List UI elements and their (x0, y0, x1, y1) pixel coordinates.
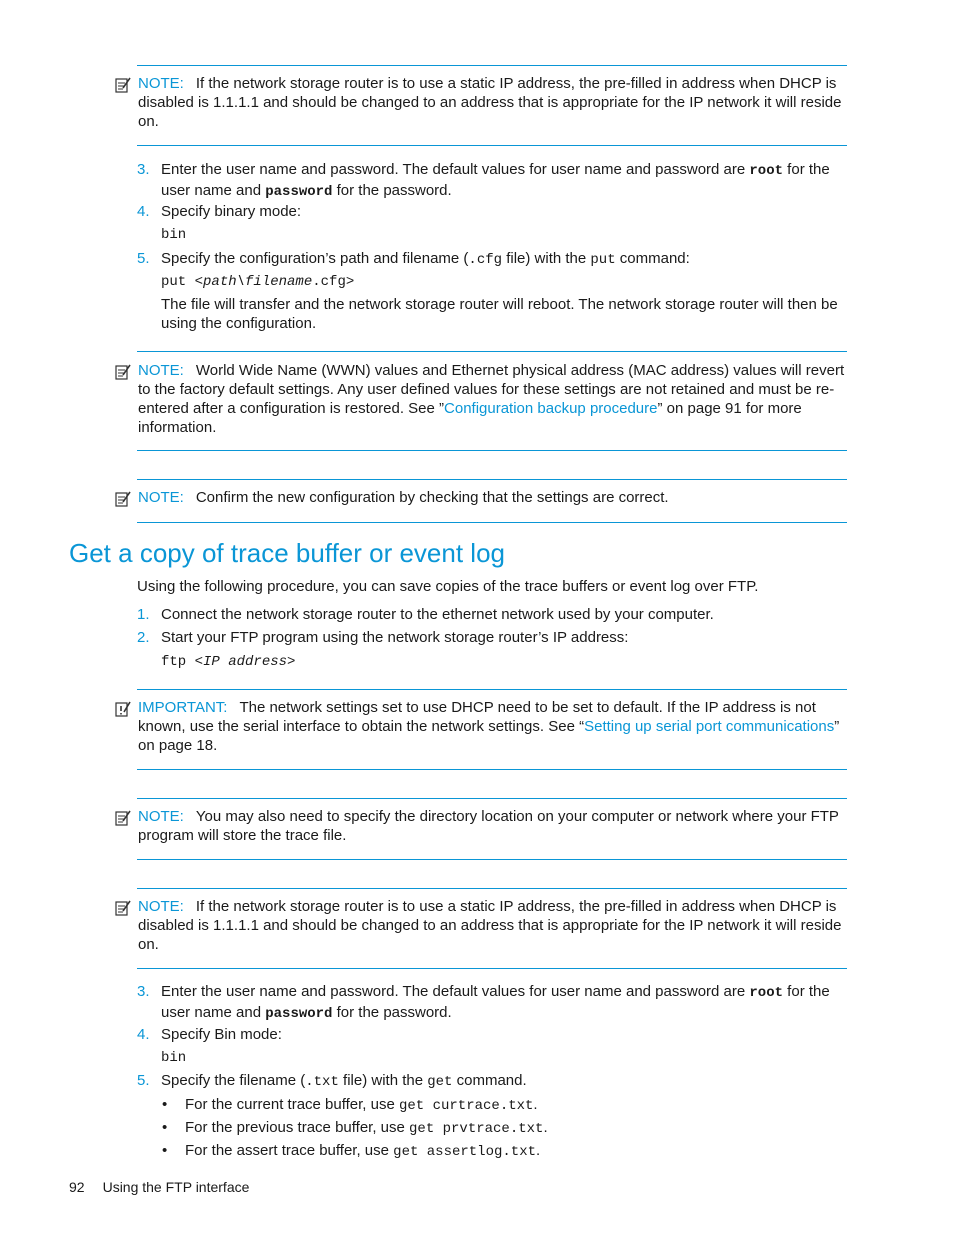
step-number: 5. (137, 1072, 150, 1089)
bullet-item: • For the previous trace buffer, use get prvtrace.txt. (162, 1119, 548, 1137)
note-icon (114, 76, 132, 94)
code-line: ftp <IP address> (161, 654, 296, 670)
code-line: bin (161, 227, 187, 243)
divider (137, 65, 847, 66)
divider (137, 479, 847, 480)
step-number: 4. (137, 1026, 150, 1043)
important-label: IMPORTANT: (138, 699, 228, 716)
section-heading: Get a copy of trace buffer or event log (69, 538, 505, 568)
note-label: NOTE: (138, 362, 184, 379)
list-item: 4. Specify Bin mode: (137, 1026, 282, 1043)
note-label: NOTE: (138, 75, 184, 92)
divider (137, 968, 847, 969)
list-item: 5. Specify the configuration’s path and filename (.cfg file) with the put command: (137, 250, 690, 268)
divider (137, 522, 847, 523)
code-password: password (265, 184, 333, 200)
note-label: NOTE: (138, 898, 184, 915)
bullet-item: • For the assert trace buffer, use get assertlog.txt. (162, 1142, 541, 1160)
page-number: 92 (69, 1179, 85, 1195)
note-icon (114, 899, 132, 917)
list-item: 2. Start your FTP program using the network storage router’s IP address: (137, 629, 629, 646)
important-box: IMPORTANT: The network settings set to use DHCP need to be set to default. If the IP address is not known, use the serial interface to obtain the network settings. See “Setting up serial port communications” on page 18. (114, 698, 850, 755)
note-box: NOTE: You may also need to specify the directory location on your computer or network where your FTP program will store the trace file. (114, 807, 850, 845)
step-number: 3. (137, 161, 150, 178)
list-item: 3. Enter the user name and password. The default values for user name and password are root for the user name and password for the password. (137, 161, 830, 200)
note-icon (114, 363, 132, 381)
note-text: If the network storage router is to use a static IP address, the pre-filled in address when DHCP is disabled is 1.1.1.1 and should be changed to an address that is appropriate for the IP network it will reside on. (138, 75, 842, 130)
step-number: 2. (137, 629, 150, 646)
list-item: 1. Connect the network storage router to the ethernet network used by your computer. (137, 606, 714, 623)
note-icon (114, 809, 132, 827)
footer-title: Using the FTP interface (102, 1179, 250, 1195)
code-line: put <path\filename.cfg> (161, 274, 355, 290)
step-number: 1. (137, 606, 150, 623)
step-number: 5. (137, 250, 150, 267)
paragraph: Using the following procedure, you can save copies of the trace buffers or event log over FTP. (137, 578, 759, 595)
note-box: NOTE: If the network storage router is to use a static IP address, the pre-filled in address when DHCP is disabled is 1.1.1.1 and should be changed to an address that is appropriate for the IP network it will reside on. (114, 897, 850, 954)
code-line: bin (161, 1050, 187, 1066)
divider (137, 351, 847, 352)
divider (137, 888, 847, 889)
code-root: root (749, 985, 784, 1001)
note-box (114, 74, 850, 131)
divider (137, 689, 847, 690)
list-item: 3. Enter the user name and password. The default values for user name and password are root for the user name and password for the password. (137, 983, 830, 1022)
bullet-item: • For the current trace buffer, use get curtrace.txt. (162, 1096, 538, 1114)
divider (137, 145, 847, 146)
paragraph: The file will transfer and the network storage router will reboot. The network storage router will then be using the configuration. (161, 296, 838, 332)
note-icon (114, 490, 132, 508)
link-configuration-backup[interactable]: Configuration backup procedure (444, 400, 658, 417)
step-number: 3. (137, 983, 150, 1000)
divider (137, 769, 847, 770)
list-item: 4. Specify binary mode: (137, 203, 302, 220)
note-box: NOTE: World Wide Name (WWN) values and Ethernet physical address (MAC address) values will revert to the factory default settings. Any user defined values for these settings are not retained and must be re-entered after a configuration is restored. See ”Configuration backup procedure” on page 91 for more information. (114, 361, 850, 437)
divider (137, 859, 847, 860)
list-item: 5. Specify the filename (.txt file) with the get command. (137, 1072, 527, 1090)
note-label: NOTE: (138, 489, 184, 506)
divider (137, 798, 847, 799)
step-number: 4. (137, 203, 150, 220)
note-box: NOTE: Confirm the new configuration by checking that the settings are correct. (114, 488, 850, 507)
code-password: password (265, 1006, 333, 1022)
page-footer (69, 1178, 249, 1197)
link-serial-port[interactable]: Setting up serial port communications (584, 718, 835, 735)
code-root: root (749, 163, 784, 179)
divider (137, 450, 847, 451)
note-label: NOTE: (138, 808, 184, 825)
important-icon (114, 700, 132, 718)
